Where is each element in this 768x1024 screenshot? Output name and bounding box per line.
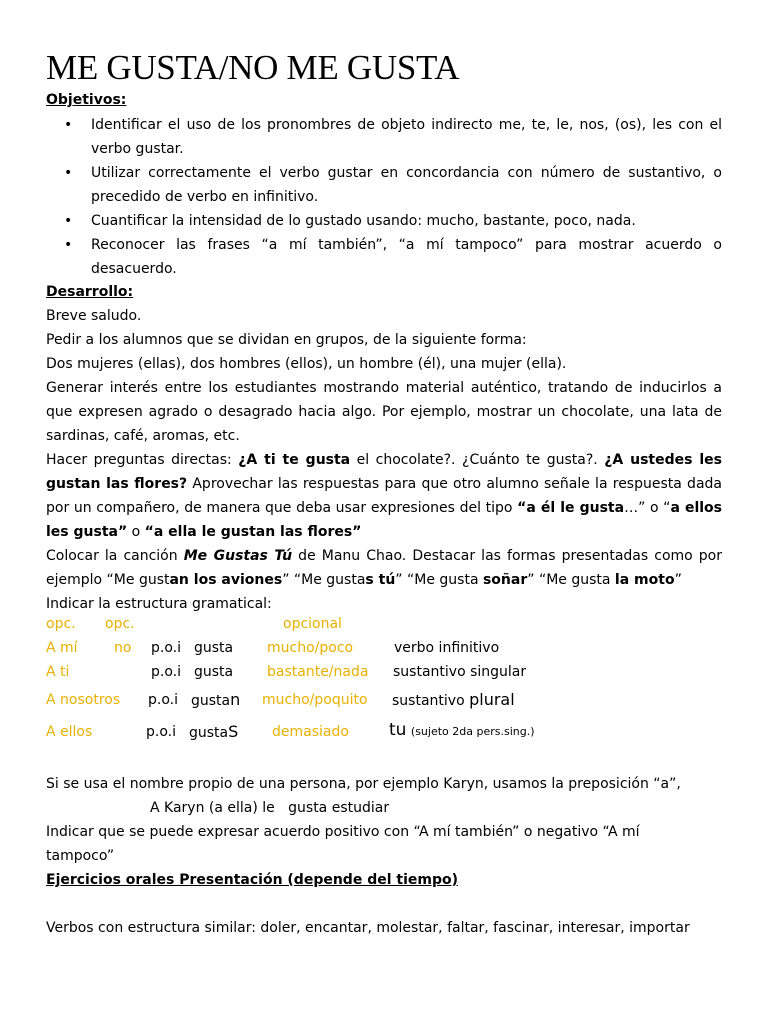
- text-run: ” “Me gusta: [527, 572, 615, 588]
- list-item: • Utilizar correctamente el verbo gustar en concordancia con número de sustantivo, o precedido de verbo en infinitivo.: [46, 161, 722, 209]
- verb-stem: gusta: [191, 693, 231, 709]
- row3-object: [392, 690, 515, 709]
- text-run: Colocar la canción: [46, 548, 184, 564]
- bold-run: “a ella le gustan las flores”: [144, 524, 362, 540]
- paragraph: Indicar que se puede expresar acuerdo positivo con “A mí también” o negativo “A mí tampoco”: [46, 824, 640, 864]
- row3-quantifier: mucho/poquito: [262, 692, 368, 708]
- text-run: el chocolate?. ¿Cuánto te gusta?.: [350, 452, 605, 468]
- row2-poi: p.o.i: [151, 664, 181, 680]
- bold-run: ¿A ti te gusta: [238, 452, 351, 468]
- paragraph: Dos mujeres (ellas), dos hombres (ellos), un hombre (él), una mujer (ella).: [46, 356, 567, 372]
- bold-run: la moto: [614, 572, 675, 588]
- desarrollo-body: [46, 304, 722, 616]
- list-item: • Reconocer las frases “a mí también”, “a mí tampoco” para mostrar acuerdo o desacuerdo.: [46, 233, 722, 281]
- bold-run: s tú: [365, 572, 396, 588]
- paragraph: Verbos con estructura similar: doler, encantar, molestar, faltar, fascinar, interesar, importar: [46, 920, 690, 936]
- text-run: ”: [674, 572, 682, 588]
- row3-verb: [191, 690, 240, 709]
- list-item: • Cuantificar la intensidad de lo gustado usando: mucho, bastante, poco, nada.: [46, 209, 722, 233]
- row4-object: [389, 720, 535, 740]
- bold-run: “a él le gusta: [517, 500, 625, 516]
- header-opc-2: opc.: [105, 616, 135, 632]
- row1-poi: p.o.i: [151, 640, 181, 656]
- example-line: A Karyn (a ella) le gusta estudiar: [150, 800, 390, 816]
- paragraph-song: [46, 544, 722, 592]
- objetivos-list: [46, 113, 722, 281]
- text-run: Hacer preguntas directas:: [46, 452, 239, 468]
- objetivos-heading: Objetivos:: [46, 92, 127, 108]
- text-run: de Manu Chao. Destacar las formas presentadas como por ejemplo “Me gust: [46, 548, 722, 588]
- row1-negation: no: [114, 640, 132, 656]
- bold-run: an los aviones: [169, 572, 283, 588]
- text-run: …” o “: [624, 500, 671, 516]
- text-run: Aprovechar las respuestas para que otro alumno señale la respuesta dada por un compañero, de manera que deba usar expresiones del tipo: [46, 476, 722, 516]
- paragraph: Generar interés entre los estudiantes mostrando material auténtico, tratando de inducirlos a que expresen agrado o desagrado hacia algo. Por ejemplo, mostrar un chocolate, una lata de sardinas, café, aromas, etc.: [46, 380, 722, 444]
- object-text: sustantivo: [392, 693, 470, 709]
- ejercicios-heading: Ejercicios orales Presentación (depende del tiempo): [46, 872, 458, 888]
- row4-subject: A ellos: [46, 724, 93, 740]
- text-run: ” “Me gusta: [282, 572, 366, 588]
- text-run: o: [127, 524, 145, 540]
- object-emphasis: plural: [469, 690, 515, 709]
- page-title: ME GUSTA/NO ME GUSTA: [46, 48, 460, 87]
- row1-object: verbo infinitivo: [394, 640, 500, 656]
- object-emphasis: tu: [389, 720, 407, 740]
- text-run: ” “Me gusta: [395, 572, 483, 588]
- row4-verb: [189, 722, 238, 741]
- row2-verb: gusta: [194, 664, 234, 680]
- paragraph: Indicar la estructura gramatical:: [46, 596, 272, 612]
- paragraph: Pedir a los alumnos que se dividan en grupos, de la siguiente forma:: [46, 332, 527, 348]
- row4-poi: p.o.i: [146, 724, 176, 740]
- paragraph: Si se usa el nombre propio de una persona, por ejemplo Karyn, usamos la preposición “a”,: [46, 776, 681, 792]
- closing-section: [46, 772, 722, 892]
- paragraph: Breve saludo.: [46, 308, 142, 324]
- header-opcional: opcional: [283, 616, 342, 632]
- paragraph-questions: [46, 448, 722, 544]
- verb-stem: gusta: [189, 725, 229, 741]
- row2-object: sustantivo singular: [393, 664, 527, 680]
- row1-quantifier: mucho/poco: [267, 640, 354, 656]
- song-title: Me Gustas Tú: [183, 548, 293, 564]
- similar-verbs: [46, 916, 722, 940]
- row2-subject: A ti: [46, 664, 70, 680]
- row3-poi: p.o.i: [148, 692, 178, 708]
- row2-quantifier: bastante/nada: [267, 664, 369, 680]
- verb-ending: S: [228, 722, 239, 741]
- row3-subject: A nosotros: [46, 692, 121, 708]
- list-item: • Identificar el uso de los pronombres de objeto indirecto me, te, le, nos, (os), les con el verbo gustar.: [46, 113, 722, 161]
- bold-run: ¿A ustedes les gustan las flores?: [46, 452, 722, 492]
- header-opc-1: opc.: [46, 616, 76, 632]
- verb-ending: n: [230, 690, 241, 709]
- row1-subject: A mí: [46, 640, 78, 656]
- row4-quantifier: demasiado: [272, 724, 349, 740]
- row1-verb: gusta: [194, 640, 234, 656]
- bold-run: a ellos les gusta”: [46, 500, 723, 540]
- object-note: (sujeto 2da pers.sing.): [410, 725, 535, 738]
- bold-run: soñar: [482, 572, 528, 588]
- desarrollo-heading: Desarrollo:: [46, 284, 134, 300]
